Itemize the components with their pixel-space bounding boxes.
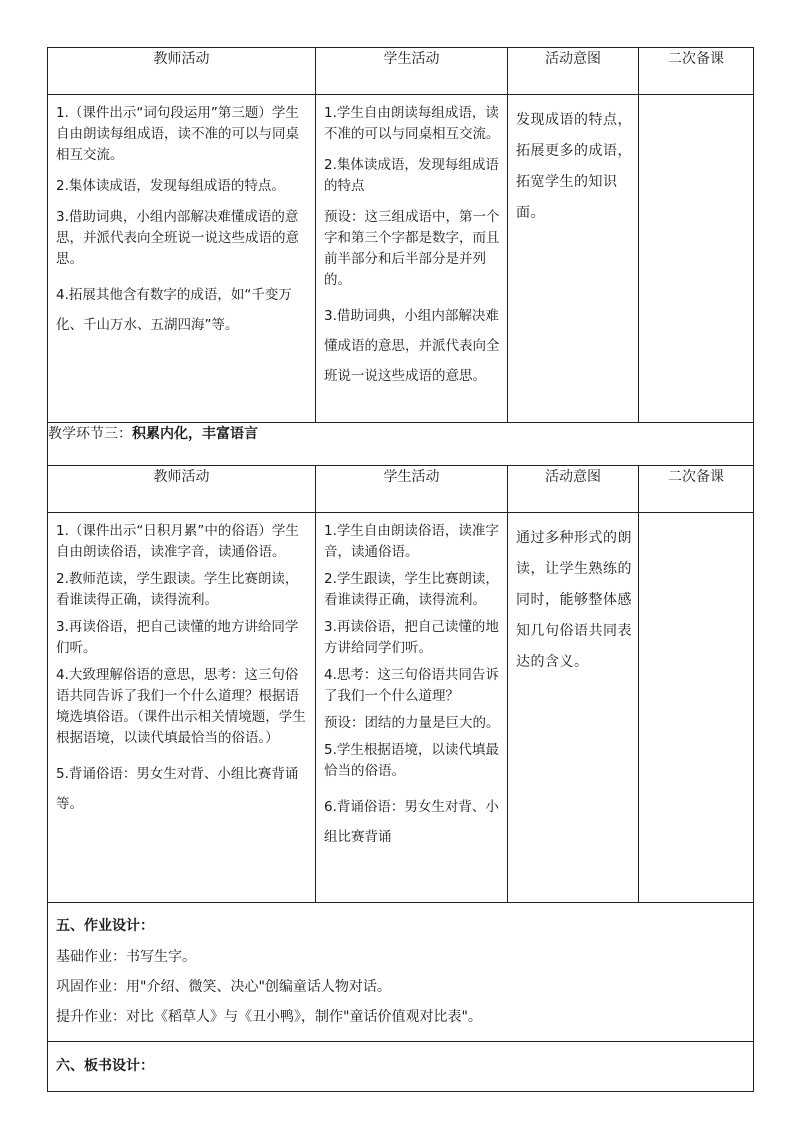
board-design-row	[48, 1042, 754, 1092]
board-design-section	[48, 1042, 754, 1092]
teacher-step: 3.再读俗语，把自己读懂的地方讲给同学们听。	[56, 619, 299, 656]
teacher-step: 1.（课件出示“日积月累”中的俗语）学生自由朗读俗语，读准字音，读通俗语。	[56, 523, 299, 560]
homework-row	[48, 903, 754, 1042]
header-activity-intent: 活动意图	[508, 466, 639, 513]
second-prep-cell	[639, 513, 754, 903]
lesson-plan-page	[47, 47, 753, 1092]
section-prefix: 教学环节三：	[48, 426, 132, 442]
table-header-row	[48, 48, 754, 95]
teacher-step: 1.（课件出示“词句段运用”第三题）学生自由朗读每组成语，读不准的可以与同桌相互交流。	[56, 105, 299, 163]
second-prep-cell	[639, 95, 754, 423]
section-heading	[48, 423, 754, 466]
table-row	[48, 513, 754, 903]
teacher-activity-cell	[48, 513, 316, 903]
student-step: 1.学生自由朗读每组成语，读不准的可以与同桌相互交流。	[324, 105, 500, 142]
student-activity-cell	[316, 513, 508, 903]
lesson-plan-table	[47, 47, 754, 1092]
homework-title: 五、作业设计：	[56, 918, 154, 934]
header-second-prep: 二次备课	[639, 48, 754, 95]
activity-intent-text: 发现成语的特点，拓展更多的成语，拓宽学生的知识面。	[516, 112, 632, 221]
homework-line: 提升作业：对比《稻草人》与《丑小鸭》，制作"童话价值观对比表"。	[56, 1009, 482, 1025]
teacher-step: 4.大致理解俗语的意思，思考：这三句俗语共同告诉了我们一个什么道理？根据语境选填俗语。（课件出示相关情境题，学生根据语境，以读代填最恰当的俗语。）	[56, 667, 306, 746]
activity-intent-cell	[508, 513, 639, 903]
student-step: 6.背诵俗语：男女生对背、小组比赛背诵	[324, 799, 499, 845]
homework-section	[48, 903, 754, 1042]
student-step: 4.思考：这三句俗语共同告诉了我们一个什么道理？	[324, 667, 499, 704]
header-student-activity: 学生活动	[316, 48, 508, 95]
student-step: 2.集体读成语，发现每组成语的特点	[324, 157, 499, 194]
student-step: 预设：这三组成语中，第一个字和第三个字都是数字，而且前半部分和后半部分是并列的。	[324, 209, 500, 288]
header-second-prep: 二次备课	[639, 466, 754, 513]
teacher-step: 2.教师范读，学生跟读。学生比赛朗读，看谁读得正确，读得流利。	[56, 571, 299, 608]
homework-line: 基础作业：书写生字。	[56, 949, 196, 965]
teacher-step: 3.借助词典，小组内部解决难懂成语的意思，并派代表向全班说一说这些成语的意思。	[56, 209, 299, 267]
student-step: 预设：团结的力量是巨大的。	[324, 715, 500, 731]
header-activity-intent: 活动意图	[508, 48, 639, 95]
table-header-row	[48, 466, 754, 513]
section-heading-row	[48, 423, 754, 466]
header-student-activity: 学生活动	[316, 466, 508, 513]
activity-intent-text: 通过多种形式的朗读，让学生熟练的同时，能够整体感知几句俗语共同表达的含义。	[516, 530, 632, 670]
header-teacher-activity: 教师活动	[48, 466, 316, 513]
teacher-step: 4.拓展其他含有数字的成语，如“千变万化、千山万水、五湖四海”等。	[56, 287, 292, 333]
header-teacher-activity: 教师活动	[48, 48, 316, 95]
student-step: 3.借助词典，小组内部解决难懂成语的意思，并派代表向全班说一说这些成语的意思。	[324, 308, 500, 384]
student-step: 3.再读俗语，把自己读懂的地方讲给同学们听。	[324, 619, 499, 656]
student-activity-cell	[316, 95, 508, 423]
teacher-activity-cell	[48, 95, 316, 423]
homework-line: 巩固作业：用"介绍、微笑、决心"创编童话人物对话。	[56, 979, 391, 995]
table-row	[48, 95, 754, 423]
teacher-step: 5.背诵俗语：男女生对背、小组比赛背诵等。	[56, 766, 299, 812]
section-title: 积累内化，丰富语言	[132, 426, 258, 442]
activity-intent-cell	[508, 95, 639, 423]
student-step: 2.学生跟读，学生比赛朗读，看谁读得正确，读得流利。	[324, 571, 499, 608]
student-step: 5.学生根据语境，以读代填最恰当的俗语。	[324, 742, 499, 779]
board-design-title: 六、板书设计：	[56, 1058, 154, 1074]
student-step: 1.学生自由朗读俗语，读准字音，读通俗语。	[324, 523, 499, 560]
teacher-step: 2.集体读成语，发现每组成语的特点。	[56, 178, 285, 194]
